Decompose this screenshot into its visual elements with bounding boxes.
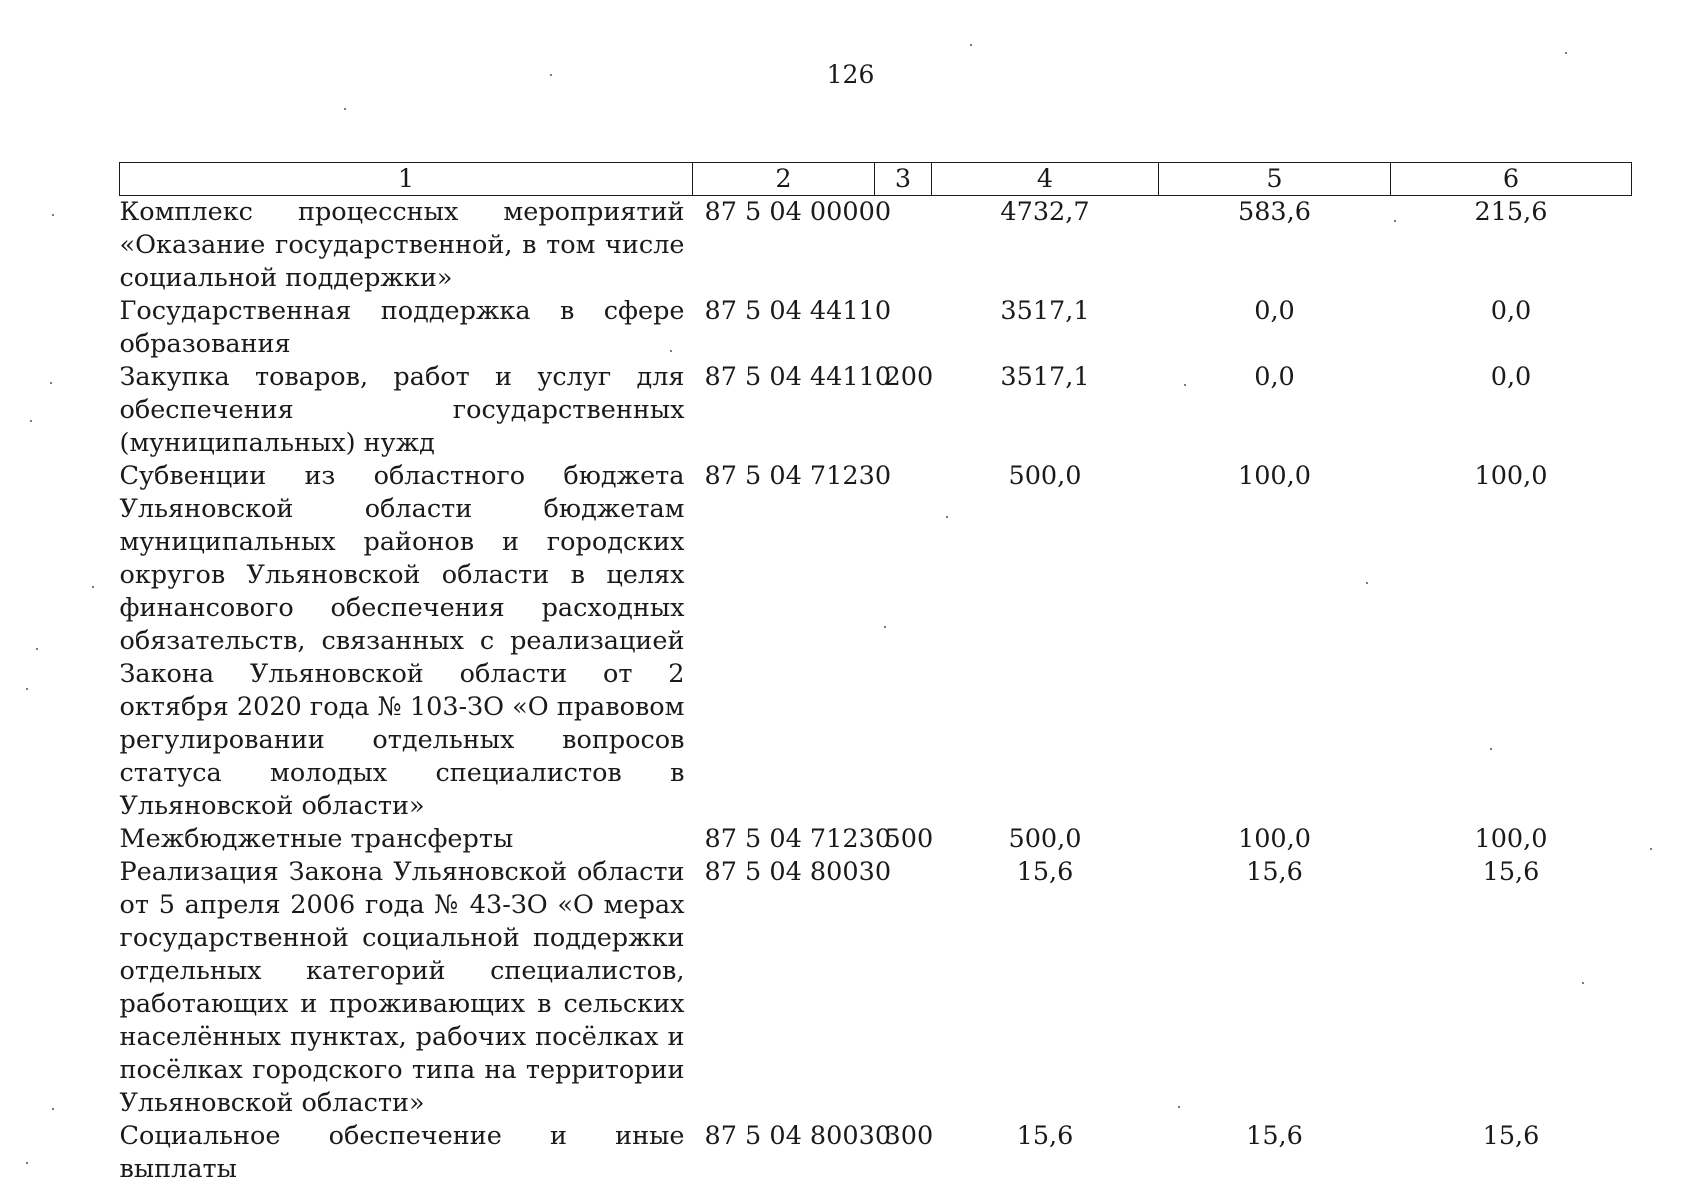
table-row [120,856,1632,1120]
scan-speck [550,74,552,76]
row-amount-col5: 15,6 [1246,857,1303,887]
row-amount-col4: 15,6 [1016,1121,1074,1151]
scan-speck [30,420,32,422]
column-header-5: 5 [1159,163,1391,196]
scan-speck [946,516,948,518]
row-name: Закупка товаров, работ и услуг для обеспечения государственных (муниципальных) нужд [119,362,685,458]
scan-speck [1394,220,1396,222]
row-amount-col6: 0,0 [1490,362,1532,392]
scan-speck [92,586,94,588]
page-number: 126 [826,60,875,89]
row-expense-type: 300 [884,1121,934,1151]
row-target-code: 87 5 04 44110 [704,362,892,392]
row-target-code: 87 5 04 71230 [704,824,892,854]
row-amount-col6: 15,6 [1482,1121,1540,1151]
row-amount-col6: 0,0 [1490,296,1532,326]
row-name: Реализация Закона Ульяновской области от 5 апреля 2006 года № 43-ЗО «О мерах государственной социальной поддержки отдельных категорий специалистов, работающих и проживающих в сельских населённых пунктах, рабочих посёлках и посёлках городского типа на территории Ульяновской области» [119,857,685,1118]
column-header-6: 6 [1391,163,1632,196]
scan-speck [36,648,38,650]
row-amount-col5: 0,0 [1254,296,1295,326]
row-name: Социальное обеспечение и иные выплаты [119,1121,685,1184]
scan-speck [1565,52,1567,54]
scan-speck [52,214,54,216]
row-amount-col6: 215,6 [1474,197,1548,227]
row-target-code: 87 5 04 71230 [704,461,892,491]
table-row [120,361,1632,460]
scan-speck [52,1108,54,1110]
scan-speck [884,626,886,628]
row-target-code: 87 5 04 44110 [704,296,892,326]
table-row [120,196,1632,296]
row-expense-type [875,460,932,823]
row-amount-col6: 15,6 [1482,857,1540,887]
scan-speck [344,108,346,110]
scan-speck [1490,748,1492,750]
row-amount-col4: 3517,1 [1000,296,1090,326]
column-header-4: 4 [932,163,1159,196]
table-row [120,1120,1632,1186]
table-row [120,823,1632,856]
row-amount-col4: 500,0 [1008,461,1082,491]
scan-speck [970,44,972,46]
scan-speck [1366,582,1368,584]
scan-speck [1178,1106,1180,1108]
row-name: Субвенции из областного бюджета Ульяновской области бюджетам муниципальных районов и городских округов Ульяновской области в целях финансового обеспечения расходных обязательств, связанных с реализацией Закона Ульяновской области от 2 октября 2020 года № 103-ЗО «О правовом регулировании отдельных вопросов статуса молодых специалистов в Ульяновской области» [119,461,685,821]
row-amount-col4: 4732,7 [1000,197,1090,227]
row-name: Государственная поддержка в сфере образования [119,296,685,359]
table-row [120,295,1632,361]
column-header-2: 2 [693,163,875,196]
row-target-code: 87 5 04 00000 [704,197,892,227]
scan-speck [26,688,28,690]
row-amount-col4: 15,6 [1016,857,1074,887]
row-amount-col5: 100,0 [1237,461,1311,491]
table-header-row [120,163,1632,196]
row-target-code: 87 5 04 80030 [704,857,892,887]
row-name: Комплекс процессных мероприятий «Оказание государственной, в том числе социальной поддержки» [119,197,685,293]
scan-speck [1582,982,1584,984]
row-amount-col5: 0,0 [1254,362,1295,392]
row-amount-col6: 100,0 [1474,461,1548,491]
row-name: Межбюджетные трансферты [119,824,514,854]
row-amount-col5: 15,6 [1246,1121,1303,1151]
table-row [120,460,1632,823]
scan-speck [50,382,52,384]
scan-speck [1650,848,1652,850]
row-target-code: 87 5 04 80030 [704,1121,892,1151]
scan-speck [26,1162,28,1164]
column-header-1: 1 [120,163,693,196]
budget-table [119,162,1632,1186]
row-expense-type [875,856,932,1120]
row-amount-col4: 500,0 [1008,824,1082,854]
scan-speck [1184,384,1186,386]
row-amount-col4: 3517,1 [1000,362,1090,392]
row-amount-col5: 100,0 [1237,824,1311,854]
scan-speck [670,350,672,352]
row-expense-type: 200 [884,362,934,392]
row-expense-type: 500 [884,824,934,854]
row-amount-col6: 100,0 [1474,824,1548,854]
column-header-3: 3 [875,163,932,196]
row-amount-col5: 583,6 [1237,197,1311,227]
